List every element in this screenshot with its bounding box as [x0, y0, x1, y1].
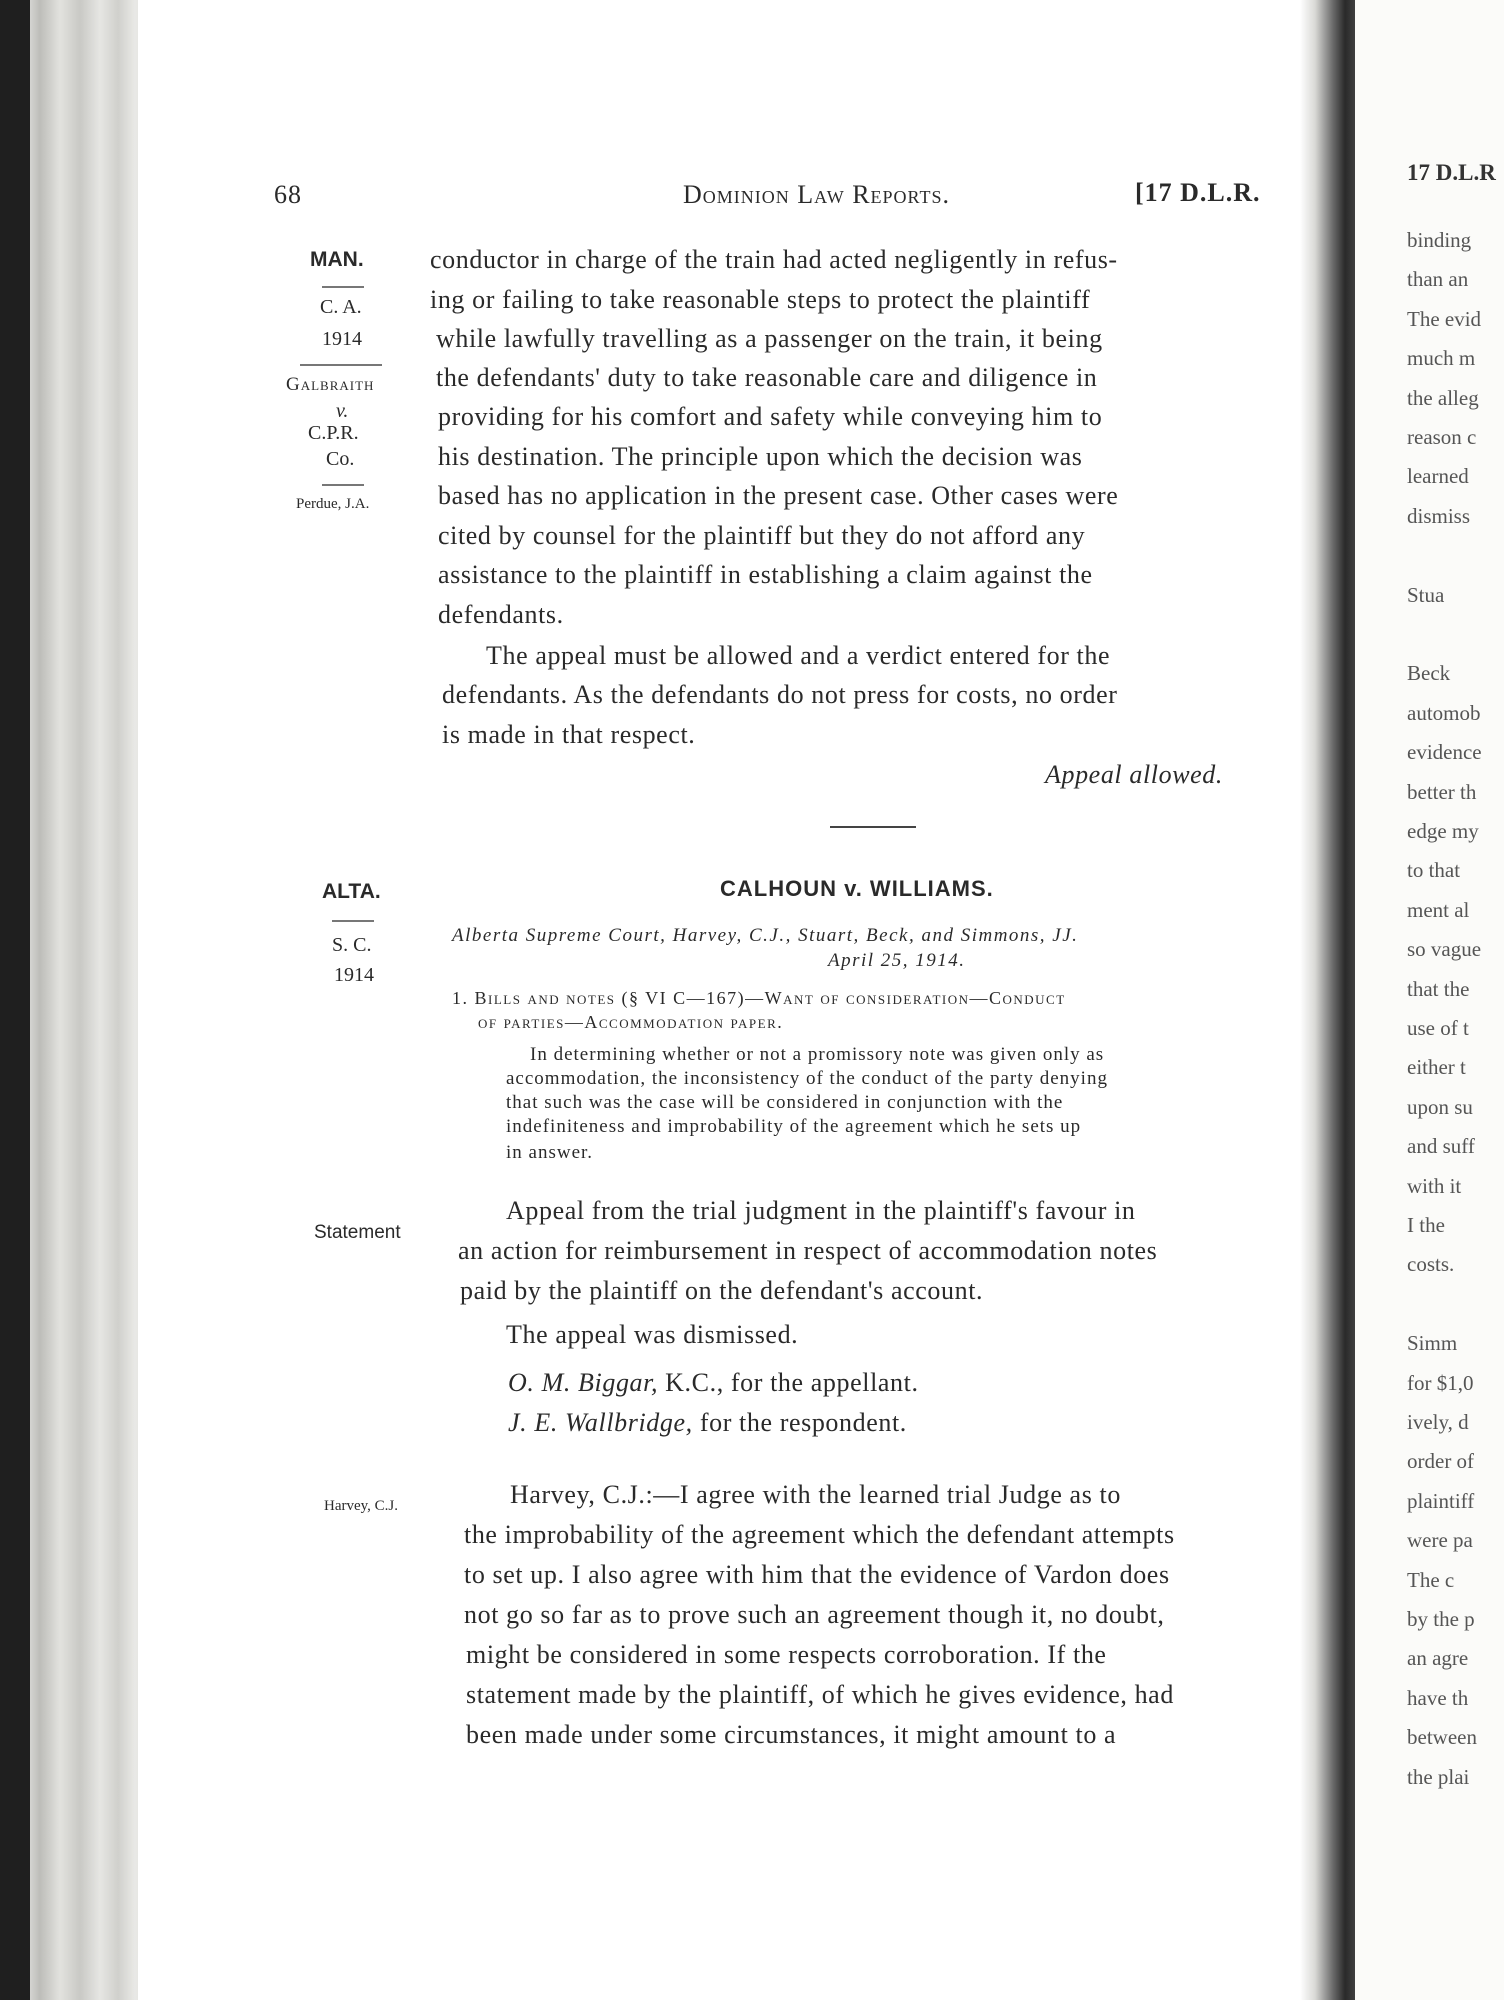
- margin-year: 1914: [322, 328, 362, 350]
- next-page-line: The c: [1407, 1568, 1455, 1592]
- body-line: conductor in charge of the train had acted negligently in refus-: [430, 245, 1118, 274]
- statement-line: paid by the plaintiff on the defendant's account.: [460, 1276, 984, 1305]
- next-page-line: Simm: [1407, 1331, 1458, 1355]
- body-line: ing or failing to take reasonable steps to protect the plaintiff: [430, 285, 1091, 314]
- body-line: his destination. The principle upon which the decision was: [438, 442, 1083, 471]
- next-page: [1355, 0, 1504, 2000]
- next-page-line: and suff: [1407, 1134, 1475, 1158]
- section-divider: [830, 826, 916, 828]
- next-page-line: either t: [1407, 1055, 1466, 1079]
- headnote-line: indefiniteness and improbability of the agreement which he sets up: [506, 1116, 1082, 1137]
- margin-province: ALTA.: [322, 880, 381, 903]
- opinion-line: might be considered in some respects corroboration. If the: [466, 1640, 1107, 1669]
- opinion-line: to set up. I also agree with him that the evidence of Vardon does: [464, 1560, 1170, 1589]
- next-page-line: much m: [1407, 346, 1476, 370]
- counsel-role: K.C., for the appellant.: [658, 1368, 919, 1397]
- next-page-line: better th: [1407, 780, 1477, 804]
- next-page-line: binding: [1407, 228, 1472, 252]
- margin-statement: Statement: [314, 1222, 401, 1243]
- margin-province: MAN.: [310, 248, 364, 271]
- margin-rule: [322, 484, 364, 486]
- next-page-line: that the: [1407, 977, 1470, 1001]
- margin-year: 1914: [334, 964, 374, 986]
- margin-rule: [332, 920, 374, 922]
- opinion-line: not go so far as to prove such an agreement though it, no doubt,: [464, 1600, 1165, 1629]
- next-page-line: have th: [1407, 1686, 1469, 1710]
- next-page-line: order of: [1407, 1449, 1475, 1473]
- next-page-header: 17 D.L.R: [1407, 160, 1496, 185]
- body-line: providing for his comfort and safety while conveying him to: [438, 402, 1103, 431]
- next-page-line: learned: [1407, 464, 1469, 488]
- body-line: assistance to the plaintiff in establishing a claim against the: [438, 560, 1093, 589]
- next-page-line: I the: [1407, 1213, 1445, 1237]
- next-page-line: The evid: [1407, 307, 1482, 331]
- case-title: CALHOUN v. WILLIAMS.: [720, 876, 994, 901]
- margin-court: C. A.: [320, 296, 362, 318]
- counsel-name: O. M. Biggar,: [508, 1368, 659, 1397]
- next-page-line: so vague: [1407, 937, 1482, 961]
- margin-case-v: v.: [336, 400, 349, 422]
- margin-judge: Harvey, C.J.: [324, 1498, 399, 1514]
- next-page-line: use of t: [1407, 1016, 1469, 1040]
- next-page-line: plaintiff: [1407, 1489, 1475, 1513]
- next-page-line: than an: [1407, 267, 1469, 291]
- page-number: 68: [274, 180, 302, 209]
- next-page-line: edge my: [1407, 819, 1479, 843]
- next-page-line: Beck: [1407, 661, 1451, 685]
- next-page-line: costs.: [1407, 1252, 1455, 1276]
- next-page-line: by the p: [1407, 1607, 1475, 1631]
- headnote-line: that such was the case will be considered in conjunction with the: [506, 1092, 1064, 1113]
- next-page-line: the plai: [1407, 1765, 1470, 1789]
- dismissed-line: The appeal was dismissed.: [506, 1320, 799, 1349]
- counsel-name: J. E. Wallbridge,: [508, 1408, 693, 1437]
- headnote-topic-1: 1. Bills and notes (§ VI C—167)—Want of consideration—Conduct: [452, 988, 1066, 1008]
- next-page-line: an agre: [1407, 1646, 1469, 1670]
- headnote-line: in answer.: [506, 1142, 594, 1163]
- body-line: while lawfully travelling as a passenger on the train, it being: [436, 324, 1103, 353]
- counsel-appellant: [508, 1368, 919, 1398]
- next-page-line: with it: [1407, 1174, 1462, 1198]
- next-page-line: reason c: [1407, 425, 1477, 449]
- margin-case-party-1: Galbraith: [286, 374, 375, 395]
- next-page-line: Stua: [1407, 583, 1445, 607]
- margin-rule: [322, 286, 364, 288]
- opinion-line: Harvey, C.J.:—I agree with the learned trial Judge as to: [510, 1480, 1121, 1509]
- next-page-line: between: [1407, 1725, 1477, 1749]
- next-page-line: evidence: [1407, 740, 1482, 764]
- left-page-stack: [0, 0, 150, 2000]
- court-line: Alberta Supreme Court, Harvey, C.J., Stuart, Beck, and Simmons, JJ.: [452, 925, 1079, 946]
- counsel-role: for the respondent.: [692, 1408, 907, 1437]
- volume-label: [17 D.L.R.: [1135, 178, 1261, 207]
- body-line: The appeal must be allowed and a verdict entered for the: [486, 641, 1111, 670]
- statement-line: Appeal from the trial judgment in the plaintiff's favour in: [506, 1196, 1136, 1225]
- book-gutter: [1300, 0, 1360, 2000]
- body-line: defendants. As the defendants do not press for costs, no order: [442, 680, 1118, 709]
- statement-line: an action for reimbursement in respect of accommodation notes: [458, 1236, 1158, 1265]
- body-line: is made in that respect.: [442, 720, 696, 749]
- margin-case-party-2: C.P.R.: [308, 422, 359, 444]
- margin-case-party-2b: Co.: [326, 448, 355, 470]
- body-line: based has no application in the present case. Other cases were: [438, 481, 1119, 510]
- margin-rule: [300, 364, 382, 366]
- next-page-line: dismiss: [1407, 504, 1471, 528]
- headnote-line: accommodation, the inconsistency of the conduct of the party denying: [506, 1068, 1108, 1089]
- opinion-line: the improbability of the agreement which the defendant attempts: [464, 1520, 1175, 1549]
- headnote-line: In determining whether or not a promissory note was given only as: [530, 1044, 1105, 1065]
- next-page-line: ment al: [1407, 898, 1470, 922]
- body-line: the defendants' duty to take reasonable care and diligence in: [436, 363, 1098, 392]
- next-page-line: were pa: [1407, 1528, 1473, 1552]
- margin-judge: Perdue, J.A.: [296, 496, 370, 512]
- next-page-line: the alleg: [1407, 386, 1479, 410]
- body-line: cited by counsel for the plaintiff but they do not afford any: [438, 521, 1086, 550]
- next-page-line: for $1,0: [1407, 1371, 1474, 1395]
- running-title: Dominion Law Reports.: [683, 180, 950, 209]
- next-page-line: to that: [1407, 858, 1461, 882]
- next-page-line: ively, d: [1407, 1410, 1469, 1434]
- date-line: April 25, 1914.: [828, 950, 966, 971]
- opinion-line: statement made by the plaintiff, of which he gives evidence, had: [466, 1680, 1174, 1709]
- disposition: Appeal allowed.: [1045, 760, 1223, 789]
- next-page-line: upon su: [1407, 1095, 1473, 1119]
- margin-court: S. C.: [332, 934, 372, 956]
- next-page-line: automob: [1407, 701, 1481, 725]
- body-line: defendants.: [438, 600, 564, 629]
- counsel-respondent: [508, 1408, 907, 1438]
- headnote-topic-2: of parties—Accommodation paper.: [478, 1012, 784, 1032]
- opinion-line: been made under some circumstances, it might amount to a: [466, 1720, 1117, 1749]
